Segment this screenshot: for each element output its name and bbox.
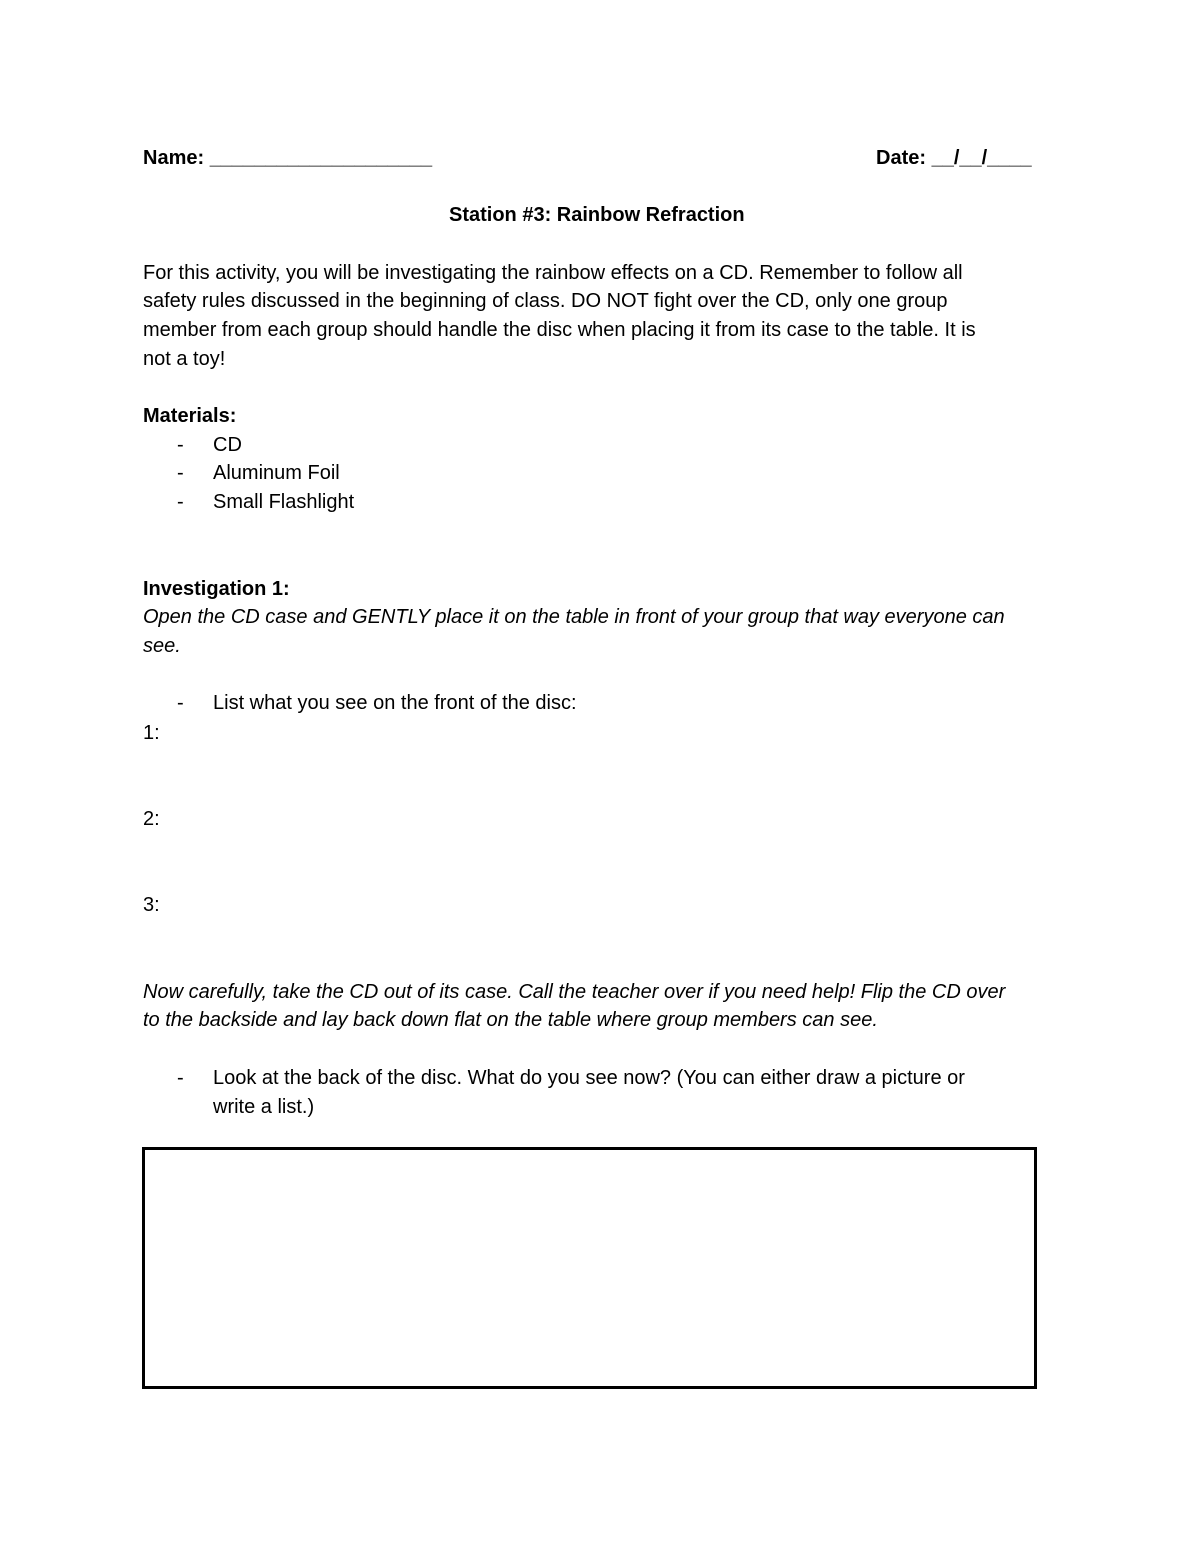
dash-bullet: - bbox=[177, 1067, 184, 1089]
material-item: Small Flashlight bbox=[213, 491, 355, 513]
instruction-line: Open the CD case and GENTLY place it on the table in front of your group that way everyone can bbox=[143, 606, 1005, 628]
drawing-answer-box[interactable] bbox=[142, 1147, 1037, 1389]
instruction-line: to the backside and lay back down flat on the table where group members can see. bbox=[143, 1009, 878, 1031]
instruction-line: see. bbox=[143, 635, 181, 657]
dash-bullet: - bbox=[177, 692, 184, 714]
intro-line: safety rules discussed in the beginning of class. DO NOT fight over the CD, only one group bbox=[143, 290, 948, 312]
back-disc-prompt bbox=[0, 1066, 1200, 1122]
dash-bullet: - bbox=[177, 491, 184, 513]
materials-heading: Materials: bbox=[143, 405, 237, 427]
instruction-line: Now carefully, take the CD out of its case. Call the teacher over if you need help! Flip the CD over bbox=[143, 981, 1006, 1003]
date-field-label: Date: __/__/____ bbox=[876, 147, 1032, 169]
intro-line: member from each group should handle the disc when placing it from its case to the table. It is bbox=[143, 319, 976, 341]
page-title: Station #3: Rainbow Refraction bbox=[449, 204, 745, 226]
prompt-text: List what you see on the front of the disc: bbox=[213, 692, 577, 714]
list-item bbox=[0, 461, 1200, 485]
list-item bbox=[0, 433, 1200, 457]
name-field-label: Name: ____________________ bbox=[143, 147, 433, 169]
material-item: CD bbox=[213, 434, 242, 456]
material-item: Aluminum Foil bbox=[213, 462, 340, 484]
dash-bullet: - bbox=[177, 462, 184, 484]
investigation-heading: Investigation 1: bbox=[143, 578, 290, 600]
prompt-text: Look at the back of the disc. What do you see now? (You can either draw a picture or bbox=[213, 1067, 965, 1089]
prompt-text: write a list.) bbox=[213, 1096, 315, 1118]
answer-label-3: 3: bbox=[143, 894, 160, 916]
intro-line: For this activity, you will be investigating the rainbow effects on a CD. Remember to follow all bbox=[143, 262, 963, 284]
dash-bullet: - bbox=[177, 434, 184, 456]
answer-label-1: 1: bbox=[143, 722, 160, 744]
front-disc-prompt bbox=[0, 691, 1200, 715]
intro-line: not a toy! bbox=[143, 348, 226, 370]
list-item bbox=[0, 490, 1200, 514]
answer-label-2: 2: bbox=[143, 808, 160, 830]
